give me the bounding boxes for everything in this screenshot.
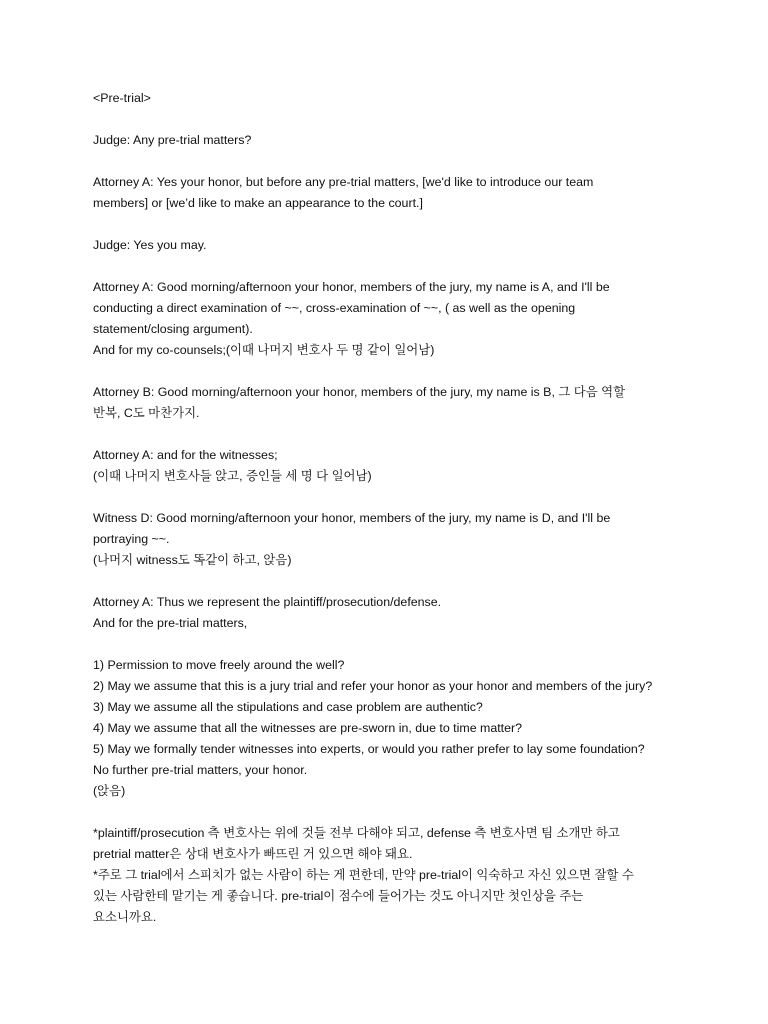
paragraph bbox=[93, 277, 753, 361]
text-line: Attorney B: Good morning/afternoon your honor, members of the jury, my name is B, 그 다음 역할 bbox=[93, 385, 626, 399]
text-line: (나머지 witness도 똑같이 하고, 앉음) bbox=[93, 553, 292, 567]
text-line: Attorney A: and for the witnesses; bbox=[93, 448, 278, 462]
text-line: conducting a direct examination of ~~, cross-examination of ~~, ( as well as the opening bbox=[93, 301, 576, 315]
text-line: 5) May we formally tender witnesses into experts, or would you rather prefer to lay some foundation? bbox=[93, 742, 645, 756]
text-line: Judge: Any pre-trial matters? bbox=[93, 133, 252, 147]
paragraph bbox=[93, 235, 753, 256]
text-line: *plaintiff/prosecution 측 변호사는 위에 것들 전부 다해야 되고, defense 측 변호사면 팀 소개만 하고 bbox=[93, 826, 620, 840]
text-line: Witness D: Good morning/afternoon your honor, members of the jury, my name is D, and I'll be bbox=[93, 511, 611, 525]
paragraph bbox=[93, 130, 753, 151]
text-line: portraying ~~. bbox=[93, 532, 170, 546]
text-line: <Pre-trial> bbox=[93, 91, 151, 105]
paragraph bbox=[93, 445, 753, 487]
text-line: (앉음) bbox=[93, 784, 126, 798]
text-line: 요소니까요. bbox=[93, 910, 157, 924]
text-line: 1) Permission to move freely around the well? bbox=[93, 658, 345, 672]
paragraph bbox=[93, 382, 753, 424]
text-line: members] or [we’d like to make an appearance to the court.] bbox=[93, 196, 423, 210]
text-line: Attorney A: Thus we represent the plaintiff/prosecution/defense. bbox=[93, 595, 442, 609]
text-line: 있는 사람한테 맡기는 게 좋습니다. pre-trial이 점수에 들어가는 것도 아니지만 첫인상을 주는 bbox=[93, 889, 584, 903]
text-line: 4) May we assume that all the witnesses are pre-sworn in, due to time matter? bbox=[93, 721, 523, 735]
text-line: Attorney A: Yes your honor, but before any pre-trial matters, [we'd like to introduce our team bbox=[93, 175, 594, 189]
paragraph bbox=[93, 88, 753, 109]
paragraph bbox=[93, 655, 753, 802]
text-line: Attorney A: Good morning/afternoon your honor, members of the jury, my name is A, and I'll be bbox=[93, 280, 610, 294]
text-line: 반복, C도 마찬가지. bbox=[93, 406, 200, 420]
text-line: *주로 그 trial에서 스피치가 없는 사람이 하는 게 편한데, 만약 pre-trial이 익숙하고 자신 있으면 잘할 수 bbox=[93, 868, 634, 882]
text-line: statement/closing argument). bbox=[93, 322, 253, 336]
text-line: 3) May we assume all the stipulations and case problem are authentic? bbox=[93, 700, 483, 714]
text-line: 2) May we assume that this is a jury trial and refer your honor as your honor and members of the jury? bbox=[93, 679, 653, 693]
text-line: And for the pre-trial matters, bbox=[93, 616, 248, 630]
text-line: And for my co-counsels;(이때 나머지 변호사 두 명 같이 일어남) bbox=[93, 343, 435, 357]
text-line: No further pre-trial matters, your honor. bbox=[93, 763, 308, 777]
text-line: Judge: Yes you may. bbox=[93, 238, 207, 252]
paragraph bbox=[93, 592, 753, 634]
paragraph bbox=[93, 823, 753, 928]
document-body bbox=[93, 88, 753, 949]
paragraph bbox=[93, 508, 753, 571]
paragraph bbox=[93, 172, 753, 214]
text-line: (이때 나머지 변호사들 앉고, 증인들 세 명 다 일어남) bbox=[93, 469, 372, 483]
text-line: pretrial matter은 상대 변호사가 빠뜨린 거 있으면 해야 돼요. bbox=[93, 847, 413, 861]
